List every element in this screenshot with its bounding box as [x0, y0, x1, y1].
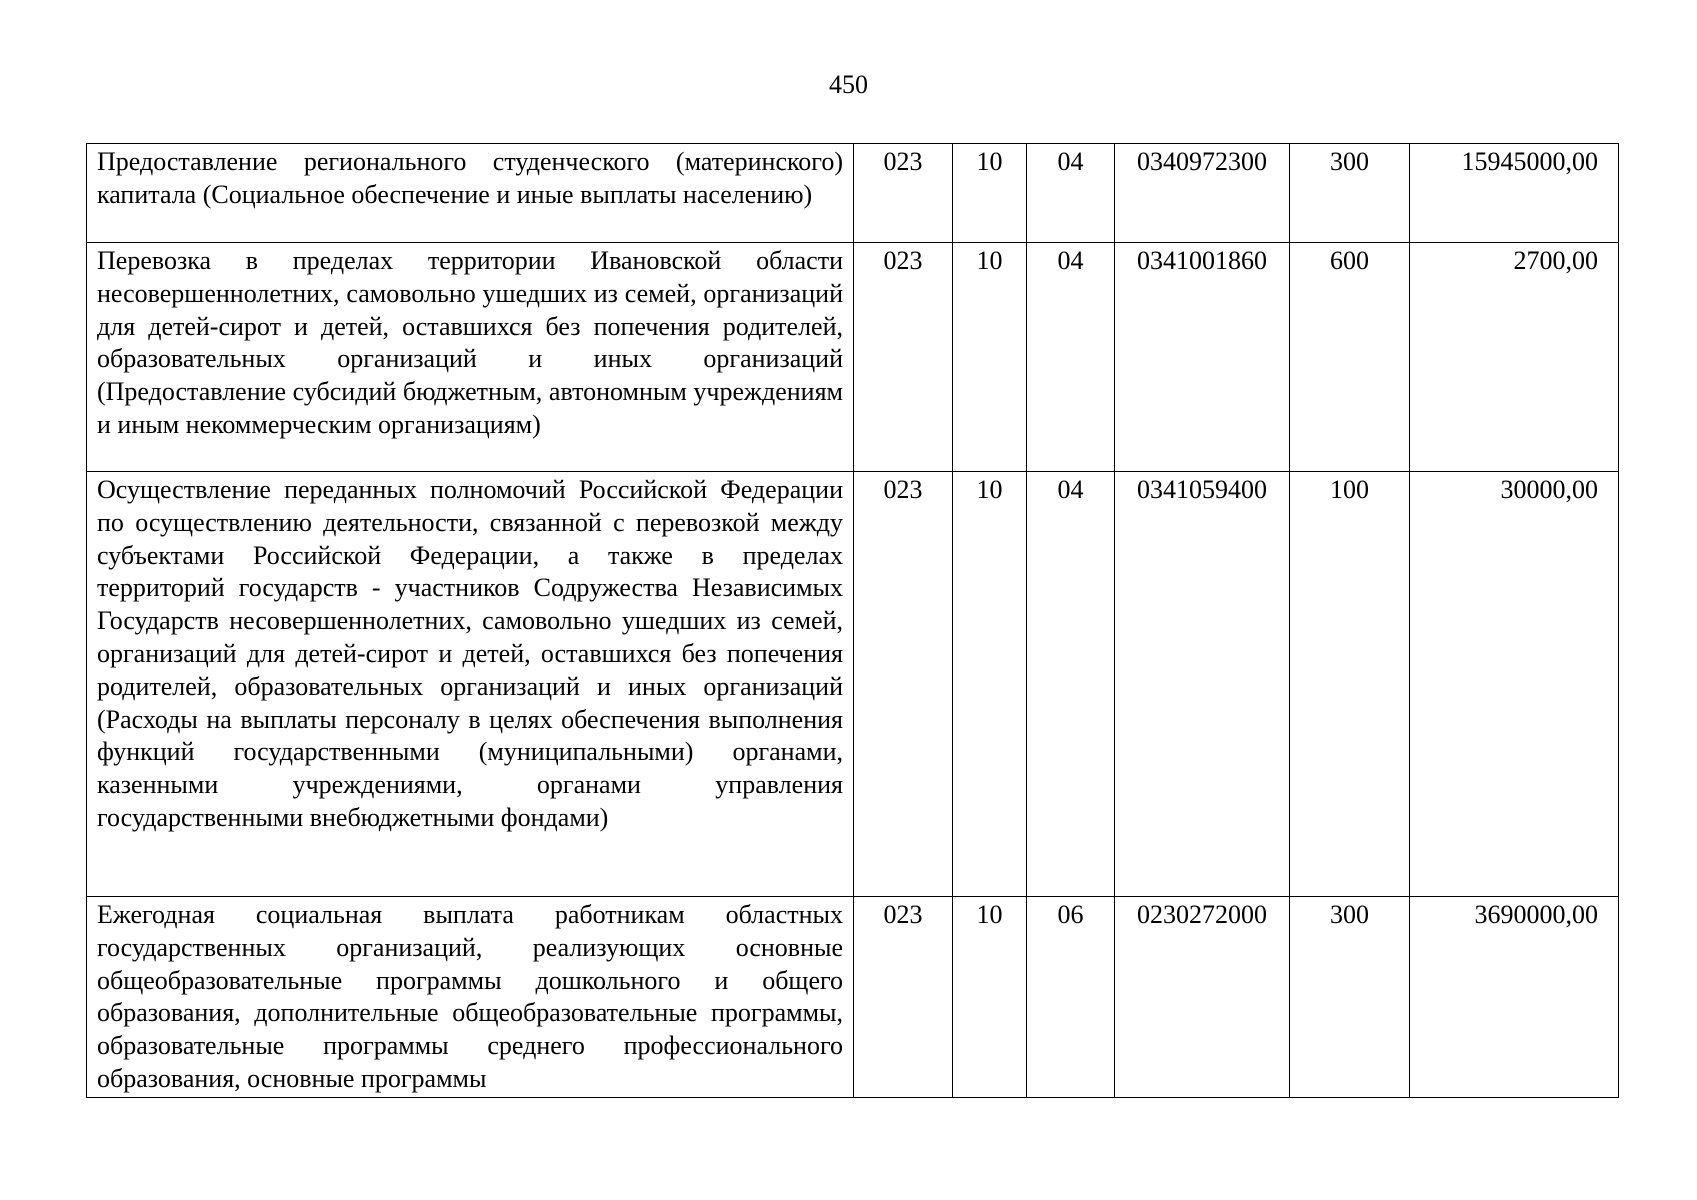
- row-ministry-code: 023: [854, 472, 953, 897]
- row-expense-type: 600: [1290, 243, 1410, 472]
- row-ministry-code: 023: [854, 897, 953, 1098]
- row-target-article: 0341001860: [1115, 243, 1290, 472]
- row-ministry-code: 023: [854, 144, 953, 243]
- row-subsection-code: 06: [1027, 897, 1115, 1098]
- row-subsection-code: 04: [1027, 243, 1115, 472]
- table-row: [87, 144, 1619, 243]
- row-section-code: 10: [953, 472, 1027, 897]
- budget-table: [86, 143, 1619, 1098]
- row-expense-type: 100: [1290, 472, 1410, 897]
- row-description: Ежегодная социальная выплата работникам областных государственных организаций, реализующих основные общеобразовательные программы дошкольного и общего образования, дополнительные общеобразовательные программы, образовательные программы среднего профессионального образования, основные программы: [87, 897, 854, 1098]
- row-section-code: 10: [953, 897, 1027, 1098]
- table-row: [87, 472, 1619, 897]
- row-target-article: 0340972300: [1115, 144, 1290, 243]
- row-amount: 2700,00: [1410, 243, 1619, 472]
- row-target-article: 0341059400: [1115, 472, 1290, 897]
- row-expense-type: 300: [1290, 144, 1410, 243]
- row-target-article: 0230272000: [1115, 897, 1290, 1098]
- table-row: [87, 243, 1619, 472]
- row-ministry-code: 023: [854, 243, 953, 472]
- row-subsection-code: 04: [1027, 472, 1115, 897]
- table-row: [87, 897, 1619, 1098]
- row-subsection-code: 04: [1027, 144, 1115, 243]
- page-number: 450: [829, 70, 868, 99]
- row-amount: 15945000,00: [1410, 144, 1619, 243]
- row-description: Перевозка в пределах территории Ивановской области несовершеннолетних, самовольно ушедших из семей, организаций для детей-сирот и детей, оставшихся без попечения родителей, образовательных организаций и иных организаций (Предоставление субсидий бюджетным, автономным учреждениям и иным некоммерческим организациям): [87, 243, 854, 472]
- row-expense-type: 300: [1290, 897, 1410, 1098]
- row-amount: 30000,00: [1410, 472, 1619, 897]
- row-section-code: 10: [953, 243, 1027, 472]
- row-amount: 3690000,00: [1410, 897, 1619, 1098]
- row-description: Предоставление регионального студенческого (материнского) капитала (Социальное обеспечение и иные выплаты населению): [87, 144, 854, 243]
- row-section-code: 10: [953, 144, 1027, 243]
- row-description: Осуществление переданных полномочий Российской Федерации по осуществлению деятельности, связанной с перевозкой между субъектами Российской Федерации, а также в пределах территорий государств - участников Содружества Независимых Государств несовершеннолетних, самовольно ушедших из семей, организаций для детей-сирот и детей, оставшихся без попечения родителей, образовательных организаций и иных организаций (Расходы на выплаты персоналу в целях обеспечения выполнения функций государственными (муниципальными) органами, казенными учреждениями, органами управления государственными внебюджетными фондами): [87, 472, 854, 897]
